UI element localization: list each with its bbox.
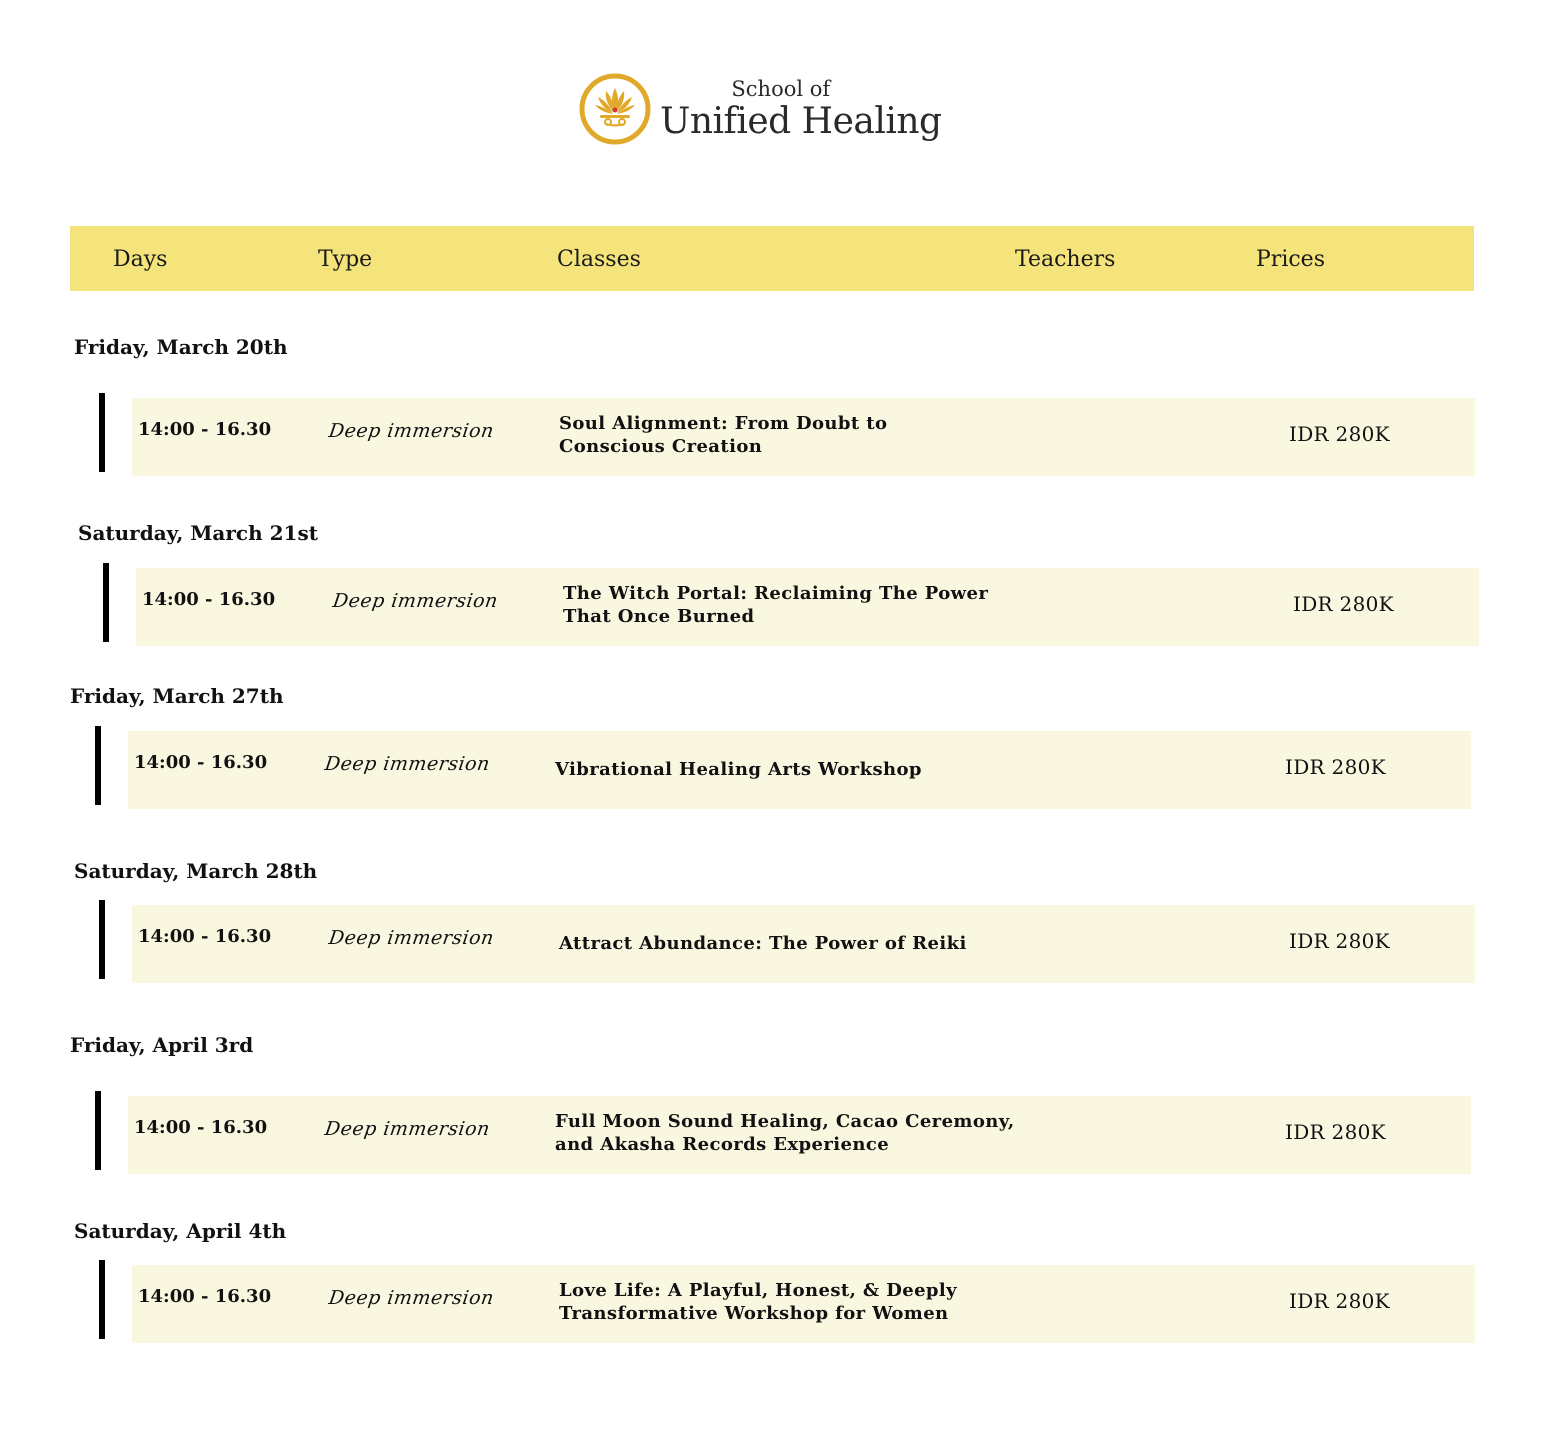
schedule-table-header (70, 226, 1474, 291)
row-accent-bar (95, 726, 101, 805)
class-type: Deep immersion (327, 1287, 496, 1309)
row-accent-bar (95, 1091, 101, 1170)
class-type: Deep immersion (331, 590, 500, 612)
schedule-row (132, 905, 1475, 983)
day-heading: Friday, April 3rd (70, 1033, 254, 1057)
day-heading: Saturday, March 28th (74, 859, 318, 883)
class-time: 14:00 - 16.30 (138, 419, 272, 440)
class-time: 14:00 - 16.30 (142, 589, 276, 610)
brand-line-2: Unified Healing (660, 100, 942, 142)
class-title: Soul Alignment: From Doubt to Conscious Creation (559, 413, 888, 457)
brand-name (660, 76, 942, 142)
class-price: IDR 280K (1289, 929, 1390, 953)
row-accent-bar (99, 393, 105, 472)
schedule-row (128, 1096, 1471, 1174)
class-price: IDR 280K (1285, 755, 1386, 779)
class-type: Deep immersion (327, 927, 496, 949)
header-days: Days (113, 247, 168, 272)
class-time: 14:00 - 16.30 (134, 752, 268, 773)
day-heading: Friday, March 27th (70, 684, 284, 708)
header-teachers: Teachers (1015, 247, 1116, 272)
class-title: The Witch Portal: Reclaiming The Power That Once Burned (563, 583, 989, 627)
schedule-row (136, 568, 1479, 646)
row-accent-bar (99, 900, 105, 979)
header-type: Type (318, 247, 373, 272)
schedule-row (132, 398, 1475, 476)
class-type: Deep immersion (323, 1118, 492, 1140)
class-price: IDR 280K (1289, 1289, 1390, 1313)
class-time: 14:00 - 16.30 (138, 926, 272, 947)
class-price: IDR 280K (1293, 592, 1394, 616)
row-accent-bar (99, 1260, 105, 1339)
class-time: 14:00 - 16.30 (134, 1117, 268, 1138)
header-classes: Classes (557, 247, 641, 272)
class-type: Deep immersion (323, 753, 492, 775)
brand-line-1: School of (731, 76, 831, 101)
class-title: Full Moon Sound Healing, Cacao Ceremony, and Akasha Records Experience (555, 1111, 1015, 1155)
header-prices: Prices (1256, 247, 1325, 272)
schedule-row (128, 731, 1471, 809)
class-title: Love Life: A Playful, Honest, & Deeply Transformative Workshop for Women (559, 1280, 958, 1324)
class-price: IDR 280K (1285, 1120, 1386, 1144)
day-heading: Saturday, April 4th (74, 1219, 287, 1243)
day-heading: Friday, March 20th (74, 335, 288, 359)
schedule-row (132, 1265, 1475, 1343)
row-accent-bar (103, 563, 109, 642)
day-heading: Saturday, March 21st (78, 521, 318, 545)
class-title: Attract Abundance: The Power of Reiki (559, 933, 967, 954)
brand-logo (578, 72, 942, 146)
class-title: Vibrational Healing Arts Workshop (555, 759, 922, 780)
class-type: Deep immersion (327, 420, 496, 442)
class-time: 14:00 - 16.30 (138, 1286, 272, 1307)
class-price: IDR 280K (1289, 422, 1390, 446)
